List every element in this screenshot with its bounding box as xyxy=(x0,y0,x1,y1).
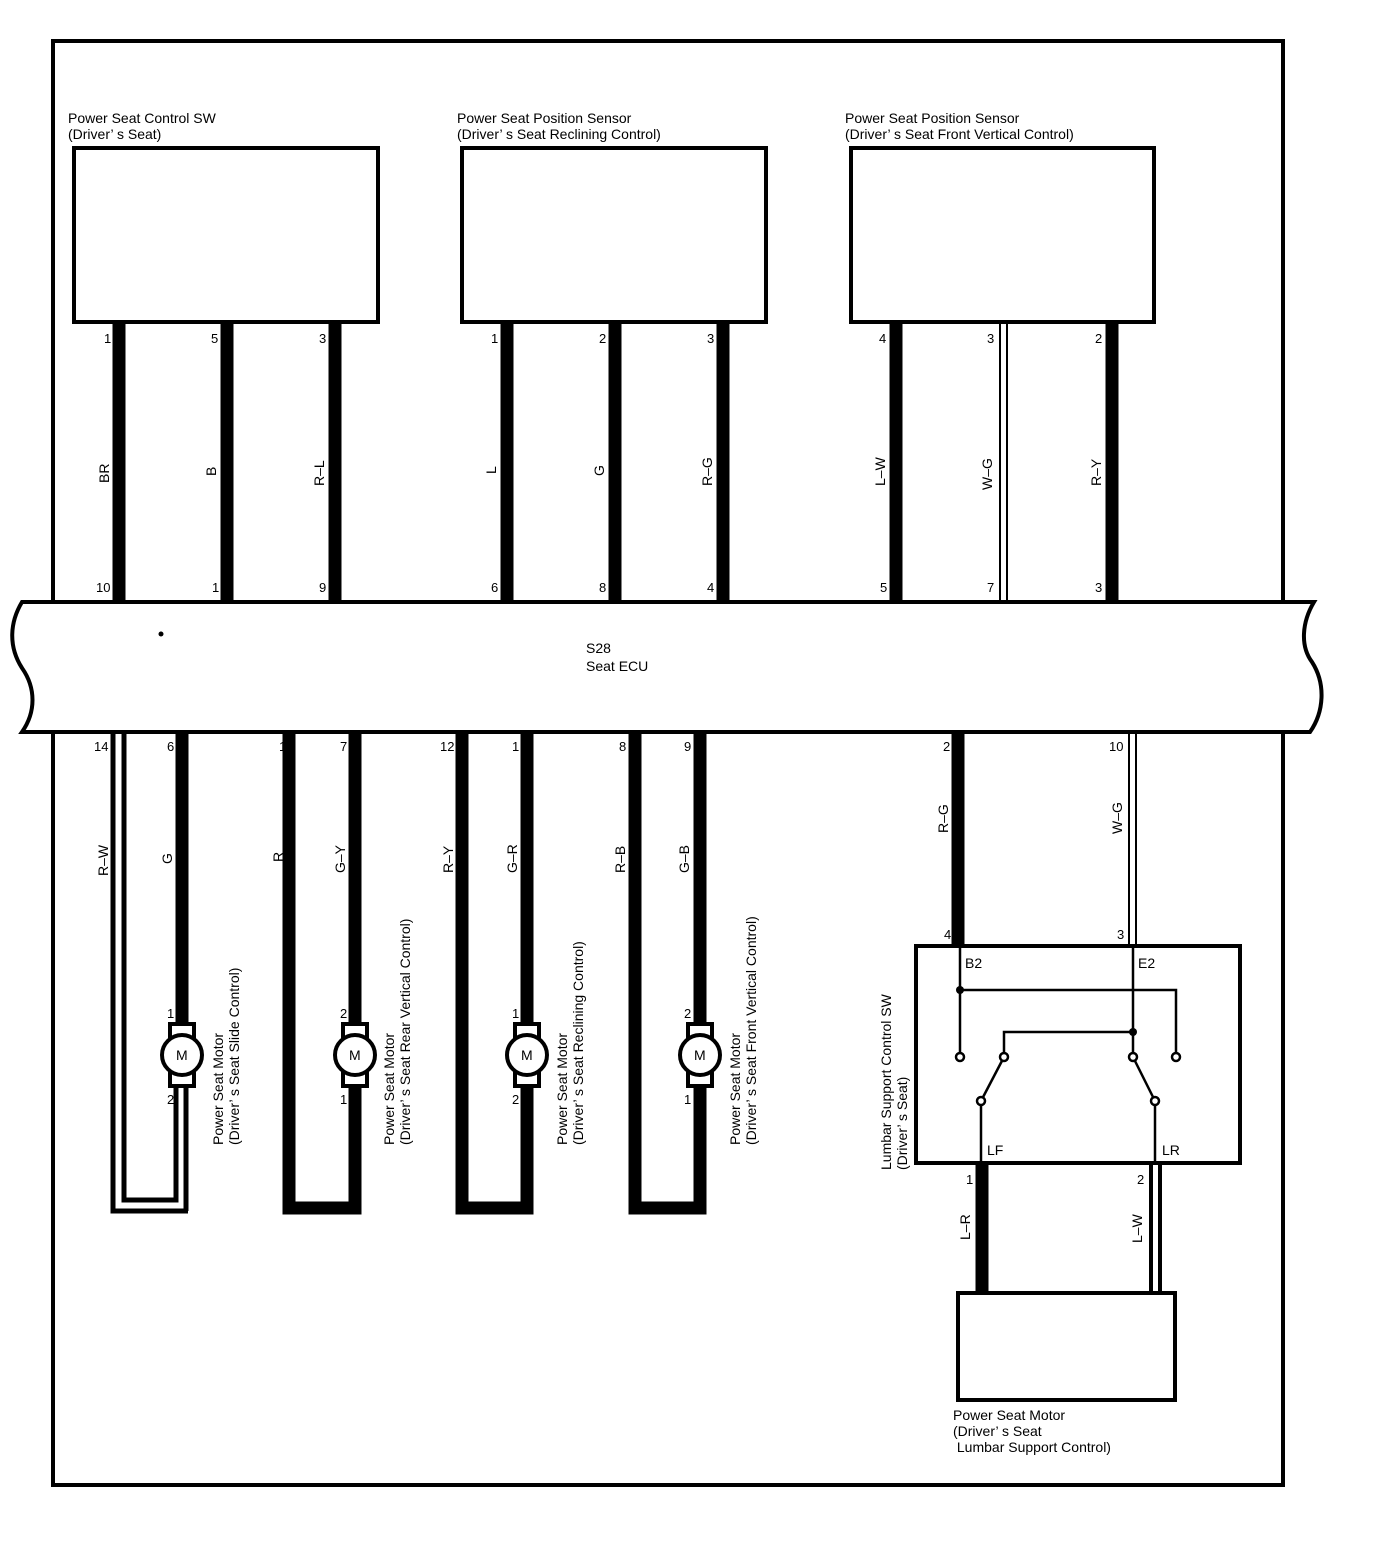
pin-label: 2 xyxy=(684,1006,692,1021)
motor-symbol: M xyxy=(694,1047,706,1063)
pin-label: 1 xyxy=(340,1092,348,1107)
pin-label: 9 xyxy=(684,739,692,754)
pin-label: 7 xyxy=(987,580,995,595)
pin-label: 6 xyxy=(167,739,175,754)
pin-label: 8 xyxy=(599,580,607,595)
recline-sensor-label-2: (Driver’ s Seat Reclining Control) xyxy=(457,126,661,142)
motor-label-2: (Driver’ s Seat Front Vertical Control) xyxy=(743,916,759,1145)
pin-label: 2 xyxy=(512,1092,520,1107)
junction-dot xyxy=(956,986,964,994)
wire-color-label: L xyxy=(483,466,499,474)
wire xyxy=(289,732,355,1208)
control-sw-label-1: Power Seat Control SW xyxy=(68,110,216,126)
pin-label: 5 xyxy=(211,331,219,346)
pin-label: 4 xyxy=(707,580,715,595)
slide-motor-circuit xyxy=(113,732,188,1211)
pin-label: 1 xyxy=(104,331,112,346)
wire-color-label: W–G xyxy=(979,458,995,490)
motor-symbol: M xyxy=(176,1047,188,1063)
motor-symbol: M xyxy=(349,1047,361,1063)
ecu-code: S28 xyxy=(586,640,611,656)
wire xyxy=(462,732,527,1208)
front-vertical-position-sensor xyxy=(845,110,1154,322)
motor-symbol: M xyxy=(521,1047,533,1063)
motor-label-1: Power Seat Motor xyxy=(554,1032,570,1145)
wire-color-label: G xyxy=(591,465,607,476)
pin-label: 2 xyxy=(599,331,607,346)
lumbar-motor-label-3: Lumbar Support Control) xyxy=(953,1439,1111,1455)
wire-color-label: R xyxy=(270,851,286,862)
pin-label: 1 xyxy=(279,739,287,754)
pin-label: 1 xyxy=(684,1092,692,1107)
ecu-dot xyxy=(159,632,164,637)
pin-label: 1 xyxy=(212,580,220,595)
terminal-label: B2 xyxy=(965,955,983,971)
wire-color-label: G xyxy=(159,853,175,864)
pin-label: 1 xyxy=(491,331,499,346)
wire-color-label: L–W xyxy=(1129,1214,1145,1243)
pin-label: 14 xyxy=(94,739,109,754)
pin-label: 9 xyxy=(319,580,327,595)
pin-label: 5 xyxy=(880,580,888,595)
switch-contact xyxy=(977,1097,985,1105)
motor-recline xyxy=(507,1024,547,1086)
lumbar-motor-box xyxy=(958,1293,1175,1400)
lumbar-support-control-sw xyxy=(878,927,1240,1170)
terminal-label: E2 xyxy=(1138,955,1156,971)
wire-color-label: L–R xyxy=(957,1214,973,1240)
motor-front-vertical xyxy=(680,1024,720,1086)
motor-label-1: Power Seat Motor xyxy=(727,1032,743,1145)
pin-label: 3 xyxy=(319,331,327,346)
pin-label: 1 xyxy=(966,1172,974,1187)
pin-label: 2 xyxy=(167,1092,175,1107)
motor-label-1: Power Seat Motor xyxy=(210,1032,226,1145)
junction-dot xyxy=(1129,1028,1137,1036)
pin-label: 3 xyxy=(707,331,715,346)
pin-label: 3 xyxy=(1117,927,1125,942)
pin-label: 1 xyxy=(512,739,520,754)
wire-color-label: G–R xyxy=(504,844,520,873)
pin-label: 2 xyxy=(1137,1172,1145,1187)
pin-label: 7 xyxy=(340,739,348,754)
front-vertical-motor-circuit xyxy=(635,732,700,1208)
lumbar-motor-label-2: (Driver’ s Seat xyxy=(953,1423,1042,1439)
motor-rear-vertical xyxy=(335,1024,375,1086)
terminal-label: LF xyxy=(987,1142,1004,1158)
pin-label: 12 xyxy=(440,739,455,754)
recline-sensor-box xyxy=(462,148,766,322)
pin-label: 2 xyxy=(340,1006,348,1021)
rear-vertical-motor-circuit xyxy=(289,732,355,1208)
pin-label: 4 xyxy=(879,331,887,346)
wire-color-label: R–B xyxy=(612,845,628,873)
power-seat-control-sw xyxy=(68,110,378,322)
lumbar-wires-to-motor xyxy=(957,1163,1160,1293)
wire-color-label: L–W xyxy=(872,457,888,486)
recline-position-sensor xyxy=(457,110,766,322)
upper-wires xyxy=(119,322,1112,602)
upper-thin-wire xyxy=(1000,322,1007,602)
switch-contact xyxy=(1172,1053,1180,1061)
pin-label: 8 xyxy=(619,739,627,754)
switch-contact xyxy=(1129,1053,1137,1061)
switch-contact xyxy=(956,1053,964,1061)
pin-label: 10 xyxy=(1109,739,1124,754)
front-vert-sensor-label-2: (Driver’ s Seat Front Vertical Control) xyxy=(845,126,1074,142)
motor-label-1: Power Seat Motor xyxy=(381,1032,397,1145)
ecu-name: Seat ECU xyxy=(586,658,649,674)
pin-label: 1 xyxy=(167,1006,175,1021)
ecu-body xyxy=(12,602,1321,732)
wire-color-label: G–Y xyxy=(332,844,348,873)
lumbar-wires-to-ecu xyxy=(958,732,1136,946)
seat-ecu xyxy=(12,602,1321,732)
wire-color-label: B xyxy=(203,466,219,476)
motor-label-2: (Driver’ s Seat Slide Control) xyxy=(226,967,242,1145)
lumbar-support-motor xyxy=(953,1293,1175,1455)
wire-color-label: R–Y xyxy=(440,845,456,873)
control-sw-box xyxy=(74,148,378,322)
pin-label: 4 xyxy=(944,927,952,942)
wire-color-label: R–L xyxy=(311,460,327,486)
pin-label: 2 xyxy=(943,739,951,754)
lumbar-sw-label-1: Lumbar Support Control SW xyxy=(878,994,894,1170)
motor-slide xyxy=(162,1024,202,1086)
wire xyxy=(635,732,700,1208)
pin-label: 2 xyxy=(1095,331,1103,346)
pin-label: 3 xyxy=(987,331,995,346)
pin-label: 3 xyxy=(1095,580,1103,595)
lumbar-sw-label-2: (Driver’ s Seat) xyxy=(894,1076,910,1170)
recline-motor-circuit xyxy=(462,732,527,1208)
control-sw-label-2: (Driver’ s Seat) xyxy=(68,126,162,142)
wire-color-label: R–W xyxy=(95,844,111,876)
pin-label: 10 xyxy=(96,580,111,595)
recline-sensor-label-1: Power Seat Position Sensor xyxy=(457,110,632,126)
wire xyxy=(124,732,176,1200)
front-vert-sensor-label-1: Power Seat Position Sensor xyxy=(845,110,1020,126)
switch-contact xyxy=(1151,1097,1159,1105)
wire-color-label: W–G xyxy=(1109,802,1125,834)
pin-label: 6 xyxy=(491,580,499,595)
wire-color-label: R–Y xyxy=(1088,458,1104,486)
wire-color-label: BR xyxy=(96,463,112,483)
motor-label-2: (Driver’ s Seat Reclining Control) xyxy=(570,941,586,1145)
front-vert-sensor-box xyxy=(851,148,1154,322)
terminal-label: LR xyxy=(1162,1142,1180,1158)
wire-color-label: G–B xyxy=(676,844,692,873)
upper-wire-labels xyxy=(96,331,1104,595)
switch-contact xyxy=(1000,1053,1008,1061)
pin-label: 1 xyxy=(512,1006,520,1021)
motor-label-2: (Driver’ s Seat Rear Vertical Control) xyxy=(397,918,413,1145)
wire-color-label: R–G xyxy=(935,804,951,833)
lumbar-motor-label-1: Power Seat Motor xyxy=(953,1407,1066,1423)
wire-color-label: R–G xyxy=(699,457,715,486)
